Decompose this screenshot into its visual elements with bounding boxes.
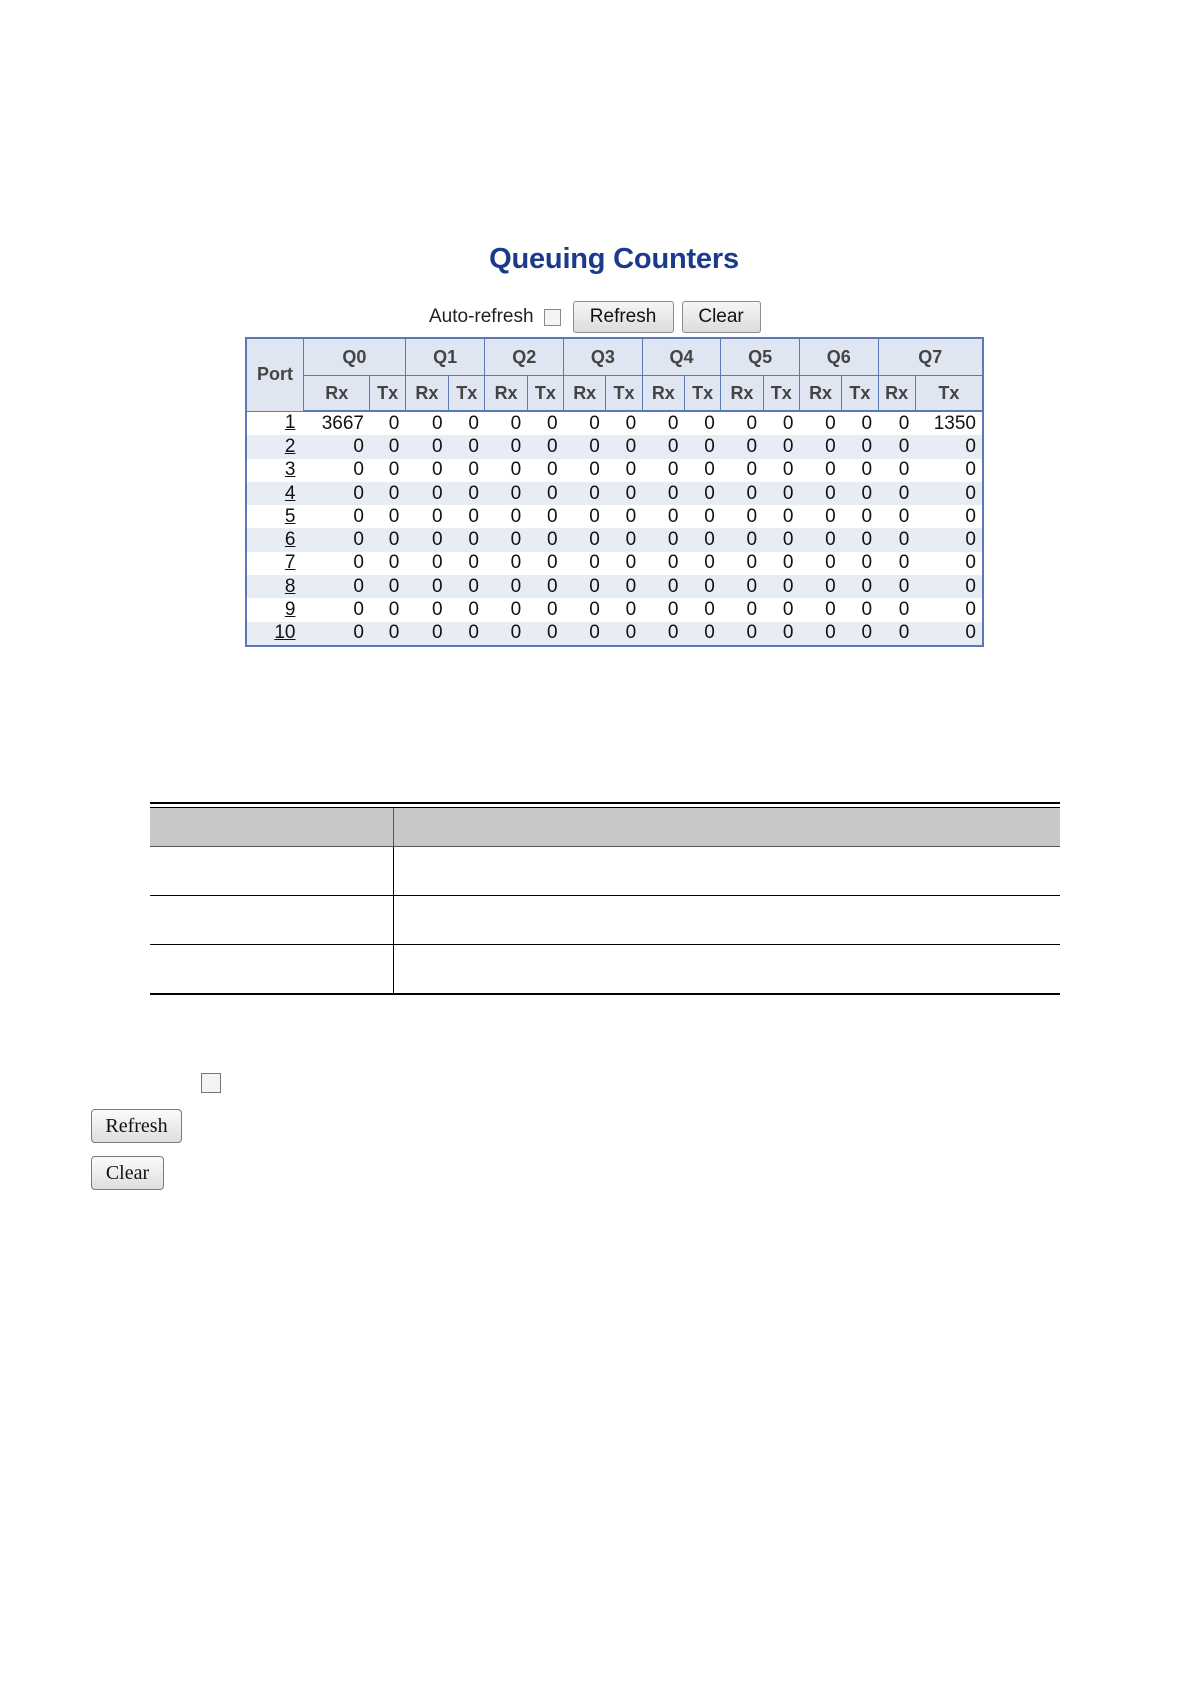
counter-cell: 0	[763, 622, 799, 646]
port-link[interactable]: 7	[284, 552, 296, 574]
table-row	[246, 598, 983, 621]
counter-cell: 0	[370, 435, 405, 458]
counter-cell: 0	[842, 482, 878, 505]
q0-rx-header: Rx	[303, 376, 370, 412]
counter-cell: 0	[842, 552, 878, 575]
counter-cell: 0	[564, 598, 606, 621]
q4-tx-header: Tx	[684, 376, 720, 412]
counter-cell: 0	[878, 435, 915, 458]
counter-cell: 0	[303, 528, 370, 551]
q5-rx-header: Rx	[721, 376, 763, 412]
counter-cell: 0	[878, 552, 915, 575]
port-link[interactable]: 6	[284, 529, 296, 551]
counter-cell: 0	[642, 598, 684, 621]
q2-rx-header: Rx	[485, 376, 527, 412]
page-title: Queuing Counters	[489, 243, 739, 275]
counter-cell: 0	[763, 575, 799, 598]
counter-cell: 0	[405, 505, 448, 528]
counter-cell: 0	[370, 622, 405, 646]
counter-cell: 0	[763, 528, 799, 551]
counter-cell: 0	[842, 528, 878, 551]
counter-cell: 0	[684, 435, 720, 458]
counter-cell: 0	[642, 505, 684, 528]
counter-cell: 0	[878, 482, 915, 505]
counter-cell: 0	[684, 575, 720, 598]
counter-cell: 0	[405, 598, 448, 621]
counter-cell: 0	[303, 435, 370, 458]
desc-row	[150, 847, 1060, 896]
counter-cell: 0	[405, 411, 448, 435]
counter-cell: 0	[485, 575, 527, 598]
desc-header-object	[150, 808, 393, 847]
port-link[interactable]: 4	[284, 482, 296, 504]
counter-cell: 0	[606, 459, 642, 482]
queue-header-q6: Q6	[799, 338, 878, 376]
counter-cell: 0	[915, 435, 983, 458]
port-cell	[246, 459, 303, 482]
counter-cell: 0	[449, 411, 485, 435]
port-link[interactable]: 8	[284, 575, 296, 597]
counter-cell: 0	[684, 459, 720, 482]
counter-cell: 0	[405, 435, 448, 458]
counter-cell: 0	[721, 505, 763, 528]
counter-cell: 0	[684, 528, 720, 551]
q6-tx-header: Tx	[842, 376, 878, 412]
counter-cell: 0	[721, 459, 763, 482]
counter-cell: 0	[303, 505, 370, 528]
counter-cell: 0	[527, 528, 563, 551]
refresh-button[interactable]: Refresh	[573, 301, 674, 333]
port-link[interactable]: 5	[284, 505, 296, 527]
port-link[interactable]: 10	[274, 622, 296, 644]
queue-header-q0: Q0	[303, 338, 405, 376]
counter-cell: 0	[527, 598, 563, 621]
counter-cell: 0	[915, 459, 983, 482]
counter-cell: 0	[449, 622, 485, 646]
table-row	[246, 482, 983, 505]
table-row	[246, 435, 983, 458]
counter-cell: 0	[485, 505, 527, 528]
counter-cell: 0	[878, 528, 915, 551]
counter-cell: 0	[564, 528, 606, 551]
counter-cell: 0	[763, 482, 799, 505]
doc-refresh-button: Refresh	[91, 1109, 182, 1143]
counter-cell: 0	[684, 505, 720, 528]
counter-cell: 0	[763, 598, 799, 621]
table-row	[246, 459, 983, 482]
port-cell	[246, 482, 303, 505]
counter-cell: 0	[842, 598, 878, 621]
queue-header-q1: Q1	[405, 338, 485, 376]
counter-cell: 0	[684, 411, 720, 435]
queuing-counters-table	[245, 337, 984, 647]
counter-cell: 0	[564, 622, 606, 646]
counter-cell: 0	[684, 622, 720, 646]
counter-cell: 0	[642, 411, 684, 435]
counter-cell: 0	[799, 435, 841, 458]
counter-cell: 0	[449, 528, 485, 551]
doc-clear-button: Clear	[91, 1156, 164, 1190]
counter-cell: 0	[915, 482, 983, 505]
counter-cell: 0	[763, 435, 799, 458]
counter-cell: 0	[642, 622, 684, 646]
q5-tx-header: Tx	[763, 376, 799, 412]
clear-button[interactable]: Clear	[682, 301, 761, 333]
counter-cell: 0	[642, 435, 684, 458]
toolbar	[429, 301, 761, 333]
counter-cell: 0	[606, 505, 642, 528]
counter-cell: 0	[303, 575, 370, 598]
counter-cell: 0	[606, 435, 642, 458]
counter-cell: 0	[799, 575, 841, 598]
counter-cell: 0	[799, 598, 841, 621]
counter-cell: 0	[915, 575, 983, 598]
counter-cell: 0	[915, 505, 983, 528]
table-row	[246, 552, 983, 575]
counter-cell: 0	[564, 575, 606, 598]
table-row	[246, 622, 983, 646]
table-row	[246, 411, 983, 435]
counter-cell: 0	[721, 575, 763, 598]
counter-cell: 0	[527, 575, 563, 598]
port-cell	[246, 575, 303, 598]
counter-cell: 0	[642, 482, 684, 505]
counter-cell: 0	[405, 552, 448, 575]
port-cell	[246, 622, 303, 646]
counter-cell: 0	[799, 552, 841, 575]
auto-refresh-checkbox[interactable]	[544, 309, 561, 326]
port-cell	[246, 528, 303, 551]
counter-cell: 0	[370, 482, 405, 505]
counter-cell: 0	[449, 435, 485, 458]
counter-cell: 0	[405, 528, 448, 551]
auto-refresh-label: Auto-refresh	[429, 306, 534, 327]
port-link[interactable]: 1	[284, 412, 296, 434]
counter-cell: 0	[370, 575, 405, 598]
table-row	[246, 505, 983, 528]
queue-header-q5: Q5	[721, 338, 800, 376]
q3-tx-header: Tx	[606, 376, 642, 412]
counter-cell: 0	[449, 505, 485, 528]
table-row	[246, 528, 983, 551]
counter-cell: 0	[606, 411, 642, 435]
port-link[interactable]: 2	[284, 435, 296, 457]
counter-cell: 0	[303, 598, 370, 621]
counter-cell: 0	[642, 528, 684, 551]
counter-cell: 0	[485, 622, 527, 646]
counter-cell: 0	[721, 482, 763, 505]
counter-cell: 0	[485, 482, 527, 505]
counter-cell: 0	[564, 552, 606, 575]
counter-cell: 0	[527, 622, 563, 646]
counter-cell: 0	[564, 505, 606, 528]
port-cell	[246, 505, 303, 528]
counter-cell: 0	[485, 528, 527, 551]
counter-cell: 0	[721, 435, 763, 458]
counter-cell: 0	[449, 575, 485, 598]
counter-cell: 0	[721, 622, 763, 646]
counter-cell: 0	[915, 598, 983, 621]
q1-tx-header: Tx	[449, 376, 485, 412]
counter-cell: 0	[642, 552, 684, 575]
counter-cell: 0	[485, 459, 527, 482]
counter-cell: 0	[527, 505, 563, 528]
counter-cell: 0	[303, 552, 370, 575]
counter-cell: 0	[763, 459, 799, 482]
counter-cell: 0	[370, 411, 405, 435]
counter-cell: 0	[405, 459, 448, 482]
counter-cell: 0	[642, 459, 684, 482]
queue-header-q2: Q2	[485, 338, 564, 376]
counter-cell: 0	[684, 598, 720, 621]
counter-cell: 0	[799, 459, 841, 482]
counter-cell: 1350	[915, 411, 983, 435]
counter-cell: 0	[303, 622, 370, 646]
counter-cell: 0	[485, 435, 527, 458]
q0-tx-header: Tx	[370, 376, 405, 412]
counter-cell: 0	[606, 622, 642, 646]
counter-cell: 0	[527, 552, 563, 575]
counter-cell: 0	[842, 575, 878, 598]
counter-cell: 0	[564, 459, 606, 482]
counter-cell: 0	[606, 482, 642, 505]
queue-header-q3: Q3	[564, 338, 643, 376]
counter-cell: 0	[915, 622, 983, 646]
q7-tx-header: Tx	[915, 376, 983, 412]
counter-cell: 0	[485, 552, 527, 575]
counter-cell: 0	[642, 575, 684, 598]
counter-cell: 0	[405, 482, 448, 505]
q7-rx-header: Rx	[878, 376, 915, 412]
port-cell	[246, 411, 303, 435]
counter-cell: 0	[449, 482, 485, 505]
counter-cell: 0	[405, 622, 448, 646]
counter-cell: 0	[842, 411, 878, 435]
counter-cell: 0	[878, 622, 915, 646]
desc-row	[150, 945, 1060, 995]
counter-cell: 0	[303, 459, 370, 482]
counter-cell: 0	[842, 622, 878, 646]
counter-cell: 0	[878, 505, 915, 528]
counter-cell: 0	[799, 622, 841, 646]
counter-cell: 0	[449, 459, 485, 482]
counter-cell: 0	[370, 528, 405, 551]
counter-cell: 0	[370, 505, 405, 528]
counter-cell: 0	[721, 528, 763, 551]
counter-cell: 0	[799, 505, 841, 528]
counter-cell: 0	[799, 411, 841, 435]
counter-cell: 0	[878, 598, 915, 621]
q4-rx-header: Rx	[642, 376, 684, 412]
counter-cell: 0	[370, 552, 405, 575]
counter-cell: 0	[878, 459, 915, 482]
counter-cell: 0	[370, 459, 405, 482]
port-cell	[246, 552, 303, 575]
port-link[interactable]: 3	[284, 459, 296, 481]
counter-cell: 0	[606, 598, 642, 621]
q6-rx-header: Rx	[799, 376, 841, 412]
counter-cell: 0	[915, 552, 983, 575]
q2-tx-header: Tx	[527, 376, 563, 412]
desc-header-description	[393, 808, 1060, 847]
counter-cell: 0	[527, 482, 563, 505]
counter-cell: 0	[527, 459, 563, 482]
counter-cell: 0	[564, 482, 606, 505]
counter-cell: 0	[485, 411, 527, 435]
counter-cell: 0	[449, 598, 485, 621]
counter-cell: 0	[763, 411, 799, 435]
q3-rx-header: Rx	[564, 376, 606, 412]
counter-cell: 0	[763, 552, 799, 575]
counter-cell: 0	[878, 575, 915, 598]
port-cell	[246, 598, 303, 621]
counter-cell: 0	[721, 552, 763, 575]
port-header: Port	[246, 338, 303, 411]
counter-cell: 0	[684, 552, 720, 575]
counter-cell: 3667	[303, 411, 370, 435]
counter-cell: 0	[303, 482, 370, 505]
q1-rx-header: Rx	[405, 376, 448, 412]
counter-cell: 0	[721, 411, 763, 435]
counter-cell: 0	[606, 552, 642, 575]
queue-header-q4: Q4	[642, 338, 721, 376]
table-row	[246, 575, 983, 598]
counter-cell: 0	[405, 575, 448, 598]
queue-header-q7: Q7	[878, 338, 983, 376]
counter-cell: 0	[606, 528, 642, 551]
desc-row	[150, 896, 1060, 945]
counter-cell: 0	[606, 575, 642, 598]
counter-cell: 0	[564, 411, 606, 435]
counter-cell: 0	[527, 411, 563, 435]
counter-cell: 0	[564, 435, 606, 458]
counter-cell: 0	[842, 435, 878, 458]
counter-cell: 0	[763, 505, 799, 528]
counter-cell: 0	[684, 482, 720, 505]
counter-cell: 0	[485, 598, 527, 621]
counter-cell: 0	[721, 598, 763, 621]
counter-cell: 0	[842, 505, 878, 528]
counter-cell: 0	[799, 482, 841, 505]
counter-cell: 0	[527, 435, 563, 458]
counter-cell: 0	[915, 528, 983, 551]
counter-cell: 0	[449, 552, 485, 575]
port-link[interactable]: 9	[284, 599, 296, 621]
description-table	[150, 802, 1060, 995]
counter-cell: 0	[878, 411, 915, 435]
port-cell	[246, 435, 303, 458]
counter-cell: 0	[799, 528, 841, 551]
counter-cell: 0	[370, 598, 405, 621]
counter-cell: 0	[842, 459, 878, 482]
doc-auto-refresh-checkbox	[201, 1073, 221, 1093]
